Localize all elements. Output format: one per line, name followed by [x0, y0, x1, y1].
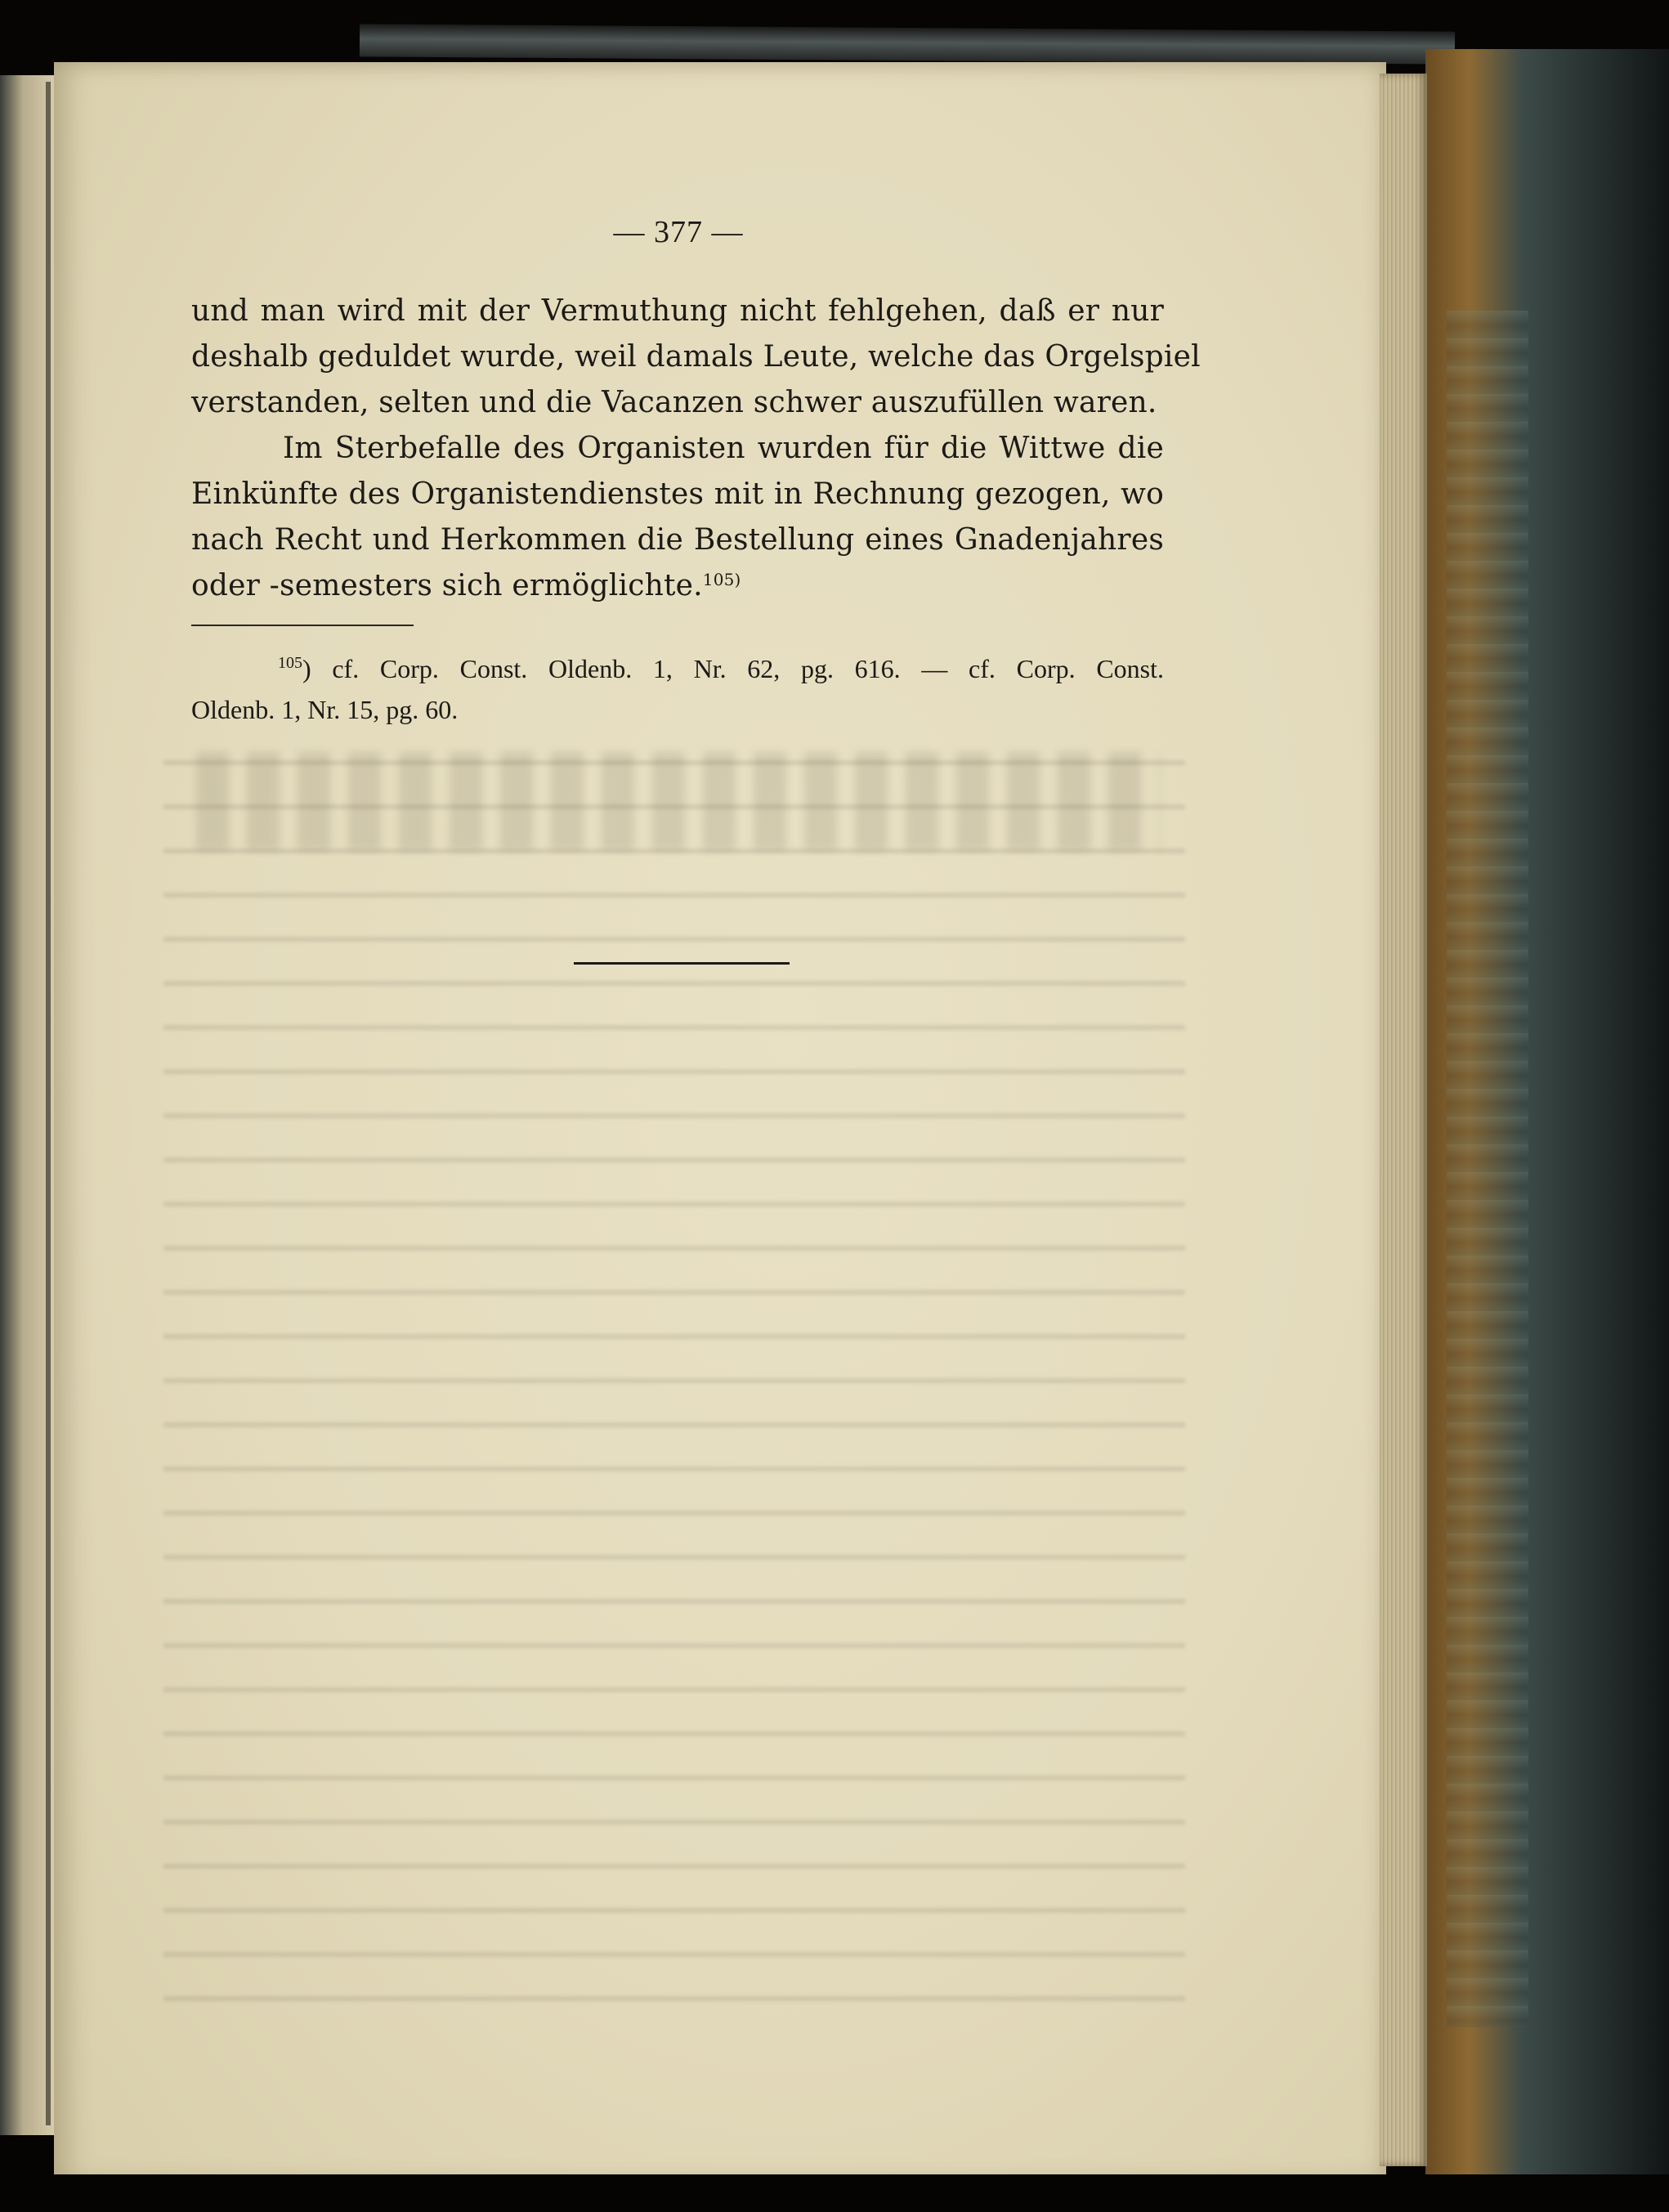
bottom-shadow	[0, 2174, 1669, 2212]
footnote-reference: 105)	[702, 570, 741, 589]
body-line-text: oder -semesters sich ermöglichte.	[191, 569, 703, 602]
body-line: deshalb geduldet wurde, weil damals Leute, welche das Orgelspiel	[191, 340, 1201, 374]
closing-rule	[574, 962, 790, 965]
footnote-line: Oldenb. 1, Nr. 15, pg. 60.	[191, 695, 459, 724]
body-line: Im Sterbefalle des Organisten wurden für die Wittwe die	[283, 432, 1164, 465]
gutter-line	[46, 82, 51, 2125]
bleed-through-text	[163, 736, 1185, 2011]
footnote-separator	[191, 625, 414, 626]
body-line: nach Recht und Herkommen die Bestellung eines Gnadenjahres	[191, 523, 1164, 557]
footnote-text: ) cf. Corp. Const. Oldenb. 1, Nr. 62, pg. 616. — cf. Corp. Const.	[302, 654, 1164, 683]
page-number: — 377 —	[613, 215, 744, 249]
body-line: verstanden, selten und die Vacanzen schwer auszufüllen waren.	[191, 386, 1157, 419]
footnote-marker: 105	[278, 654, 302, 672]
page-fore-edge	[1380, 74, 1427, 2166]
cover-marbling	[1447, 311, 1528, 2027]
footnote-line	[278, 654, 1164, 684]
body-line: und man wird mit der Vermuthung nicht fehlgehen, daß er nur	[191, 294, 1164, 328]
body-line: Einkünfte des Organistendienstes mit in Rechnung gezogen, wo	[191, 477, 1164, 511]
body-line	[191, 569, 1164, 602]
